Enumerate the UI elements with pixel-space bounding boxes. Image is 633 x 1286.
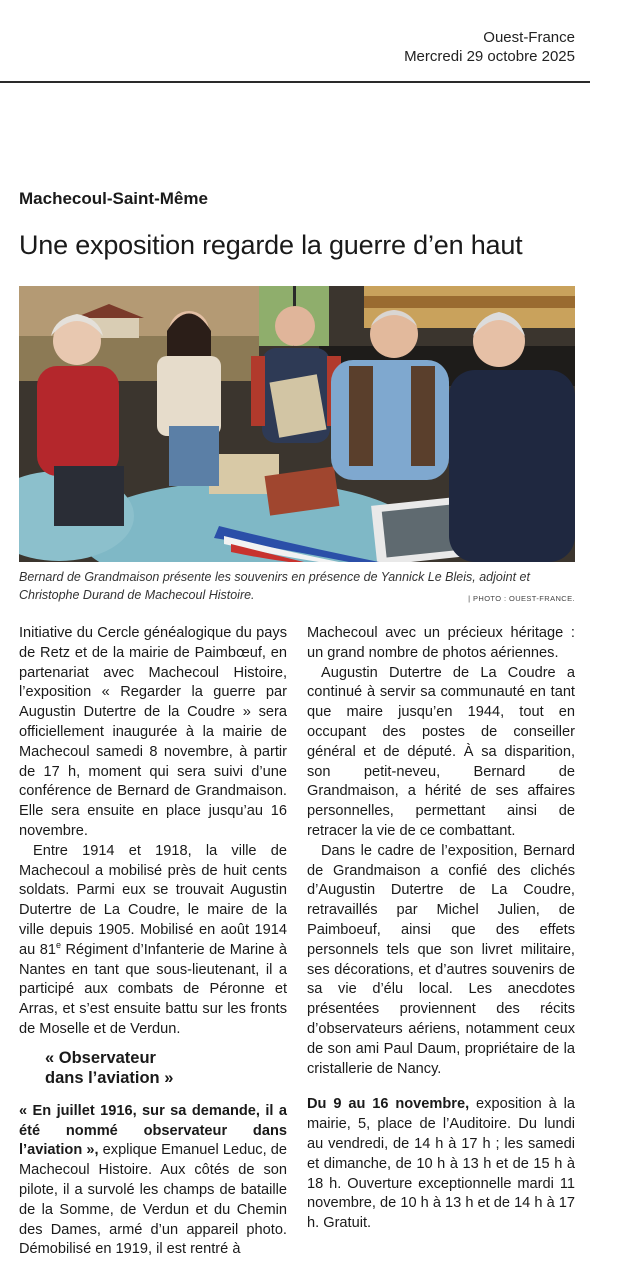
- article-paragraph: « En juillet 1916, sur sa demande, il a été nommé observateur dans l’aviation », explique Emanuel Leduc, de Machecoul Histoire. Aux côtés de son pilote, il a survolé les champs de bataille de la Somme, de Verdun et du Chemin des Dames, armé d’un appareil photo. Démobilisé en 1919, il est rentré à: [19, 1102, 288, 1258]
- photo-caption: Bernard de Grandmaison présente les souvenirs en présence de Yannick Le Bleis, adjoint et Christophe Durand de Machecoul Histoire.: [19, 570, 530, 602]
- exhibition-info: Du 9 au 16 novembre, exposition à la mairie, 5, place de l’Auditoire. Du lundi au vendredi, de 14 h à 17 h ; les samedi et dimanche, de 10 h à 13 h et de 15 h à 18 h. Ouverture exceptionnelle mardi 11 novembre, de 10 h à 13 h et de 14 h à 17 h. Gratuit.: [307, 1096, 576, 1232]
- quote-lead: « En juillet 1916, sur sa demande, il a été nommé observateur dans l’aviation »,: [19, 1102, 287, 1159]
- article-paragraph: Initiative du Cercle généalogique du pays de Retz et de la mairie de Paimbœuf, en partenariat avec Machecoul Histoire, l’exposition « Regarder la guerre par Augustin Dutertre de la Coudre » sera officiellement inaugurée à la mairie de Machecoul samedi 8 novembre, à partir de 17 h, moment qui sera suivi d’une conférence de Bernard de Grandmaison. Elle sera ensuite en place jusqu’au 16 novembre.: [19, 625, 287, 839]
- exhibition-dates: Du 9 au 16 novembre,: [307, 1096, 470, 1113]
- header-rule: [0, 81, 590, 83]
- publication-date: Mercredi 29 octobre 2025: [404, 48, 575, 65]
- article-paragraph: Dans le cadre de l’exposition, Bernard de Grandmaison a confié des clichés d’Augustin Dutertre de La Coudre, retravaillés par Michel Julien, de Paimboeuf, ainsi que des effets personnels tels que son livret militaire, ses décorations, et d’autres souvenirs de sa vie d’élu local. Les anecdotes présentées proviennent des récits d’observateurs aériens, notamment ceux de son ami Paul Daum, propriétaire de la cristallerie de Nancy.: [307, 842, 575, 1077]
- masthead: [404, 28, 575, 66]
- article-paragraph: Augustin Dutertre de La Coudre a continué à servir sa communauté en tant que maire jusqu’en 1944, tout en occupant des postes de conseiller général et de député. À sa disparition, son petit-neveu, Bernard de Grandmaison, a hérité de ses affaires personnelles, permettant ainsi de retracer la vie de ce combattant.: [307, 664, 575, 839]
- article-headline: Une exposition regarde la guerre d’en haut: [19, 230, 523, 260]
- newspaper-name: Ouest-France: [483, 29, 575, 46]
- article-column-left: [19, 624, 287, 1260]
- article-location: Machecoul-Saint-Même: [19, 189, 208, 208]
- article-photo: [19, 286, 575, 562]
- article-paragraph: Entre 1914 et 1918, la ville de Machecoul a mobilisé près de huit cents soldats. Parmi eux se trouvait Augustin Dutertre de La Coudre, le maire de la ville depuis 1905. Mobilisé en août 1914 au 81e Régiment d’Infanterie de Marine à Nantes en tant que sous-lieutenant, il a participé aux combats de Péronne et Arras, et s’est ensuite battu sur les fronts de Moselle et de Verdun.: [19, 842, 287, 1037]
- article-subhead: « Observateur dans l’aviation »: [45, 1048, 174, 1087]
- article-column-right: [307, 624, 575, 1234]
- article-paragraph-continued: Machecoul avec un précieux héritage : un grand nombre de photos aériennes.: [307, 625, 575, 661]
- photo-credit: | PHOTO : OUEST-FRANCE.: [468, 594, 575, 603]
